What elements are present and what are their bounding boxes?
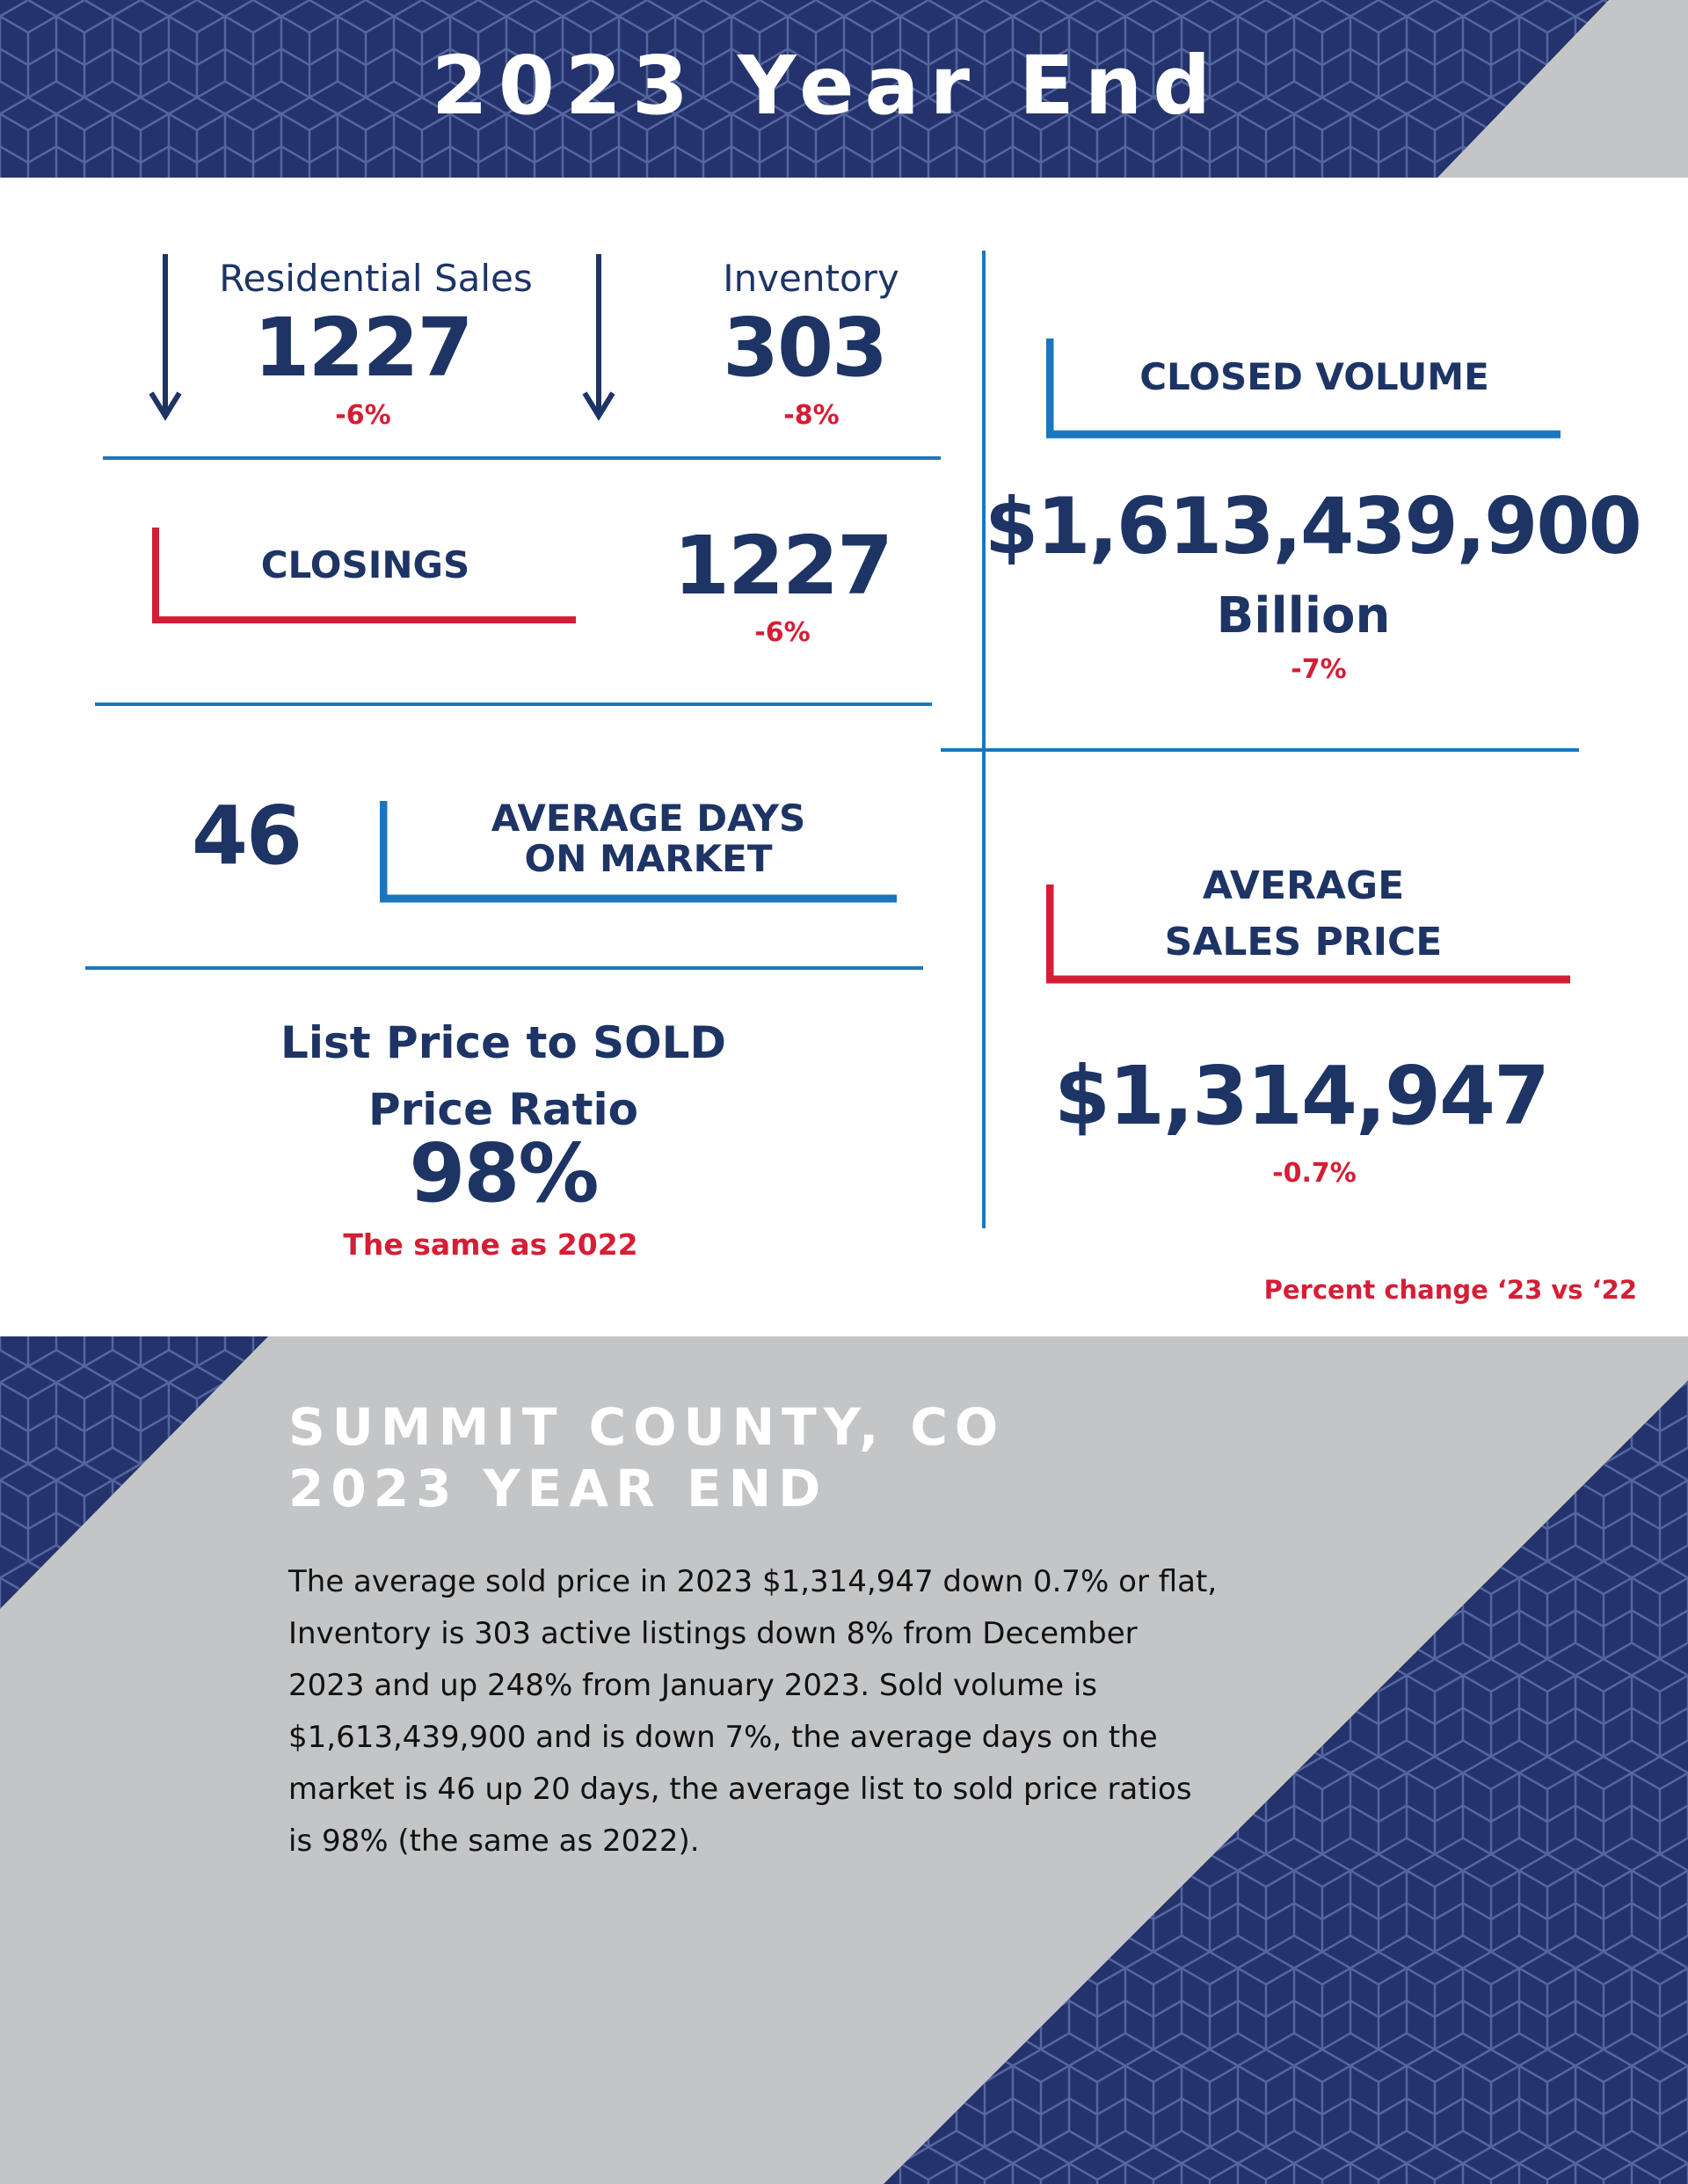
summary-body	[288, 1556, 1273, 1867]
divider	[941, 748, 1579, 752]
list-to-sold-label-line1: List Price to SOLD	[280, 1017, 726, 1068]
closed-volume-change: -7%	[1291, 654, 1347, 685]
divider	[85, 966, 923, 970]
summary-title	[288, 1396, 1005, 1519]
average-sales-price-label-line2: SALES PRICE	[1164, 920, 1443, 965]
summary-title-line2: 2023 YEAR END	[288, 1459, 828, 1518]
list-to-sold-note: The same as 2022	[343, 1227, 638, 1262]
list-to-sold-value: 98%	[409, 1126, 598, 1220]
closings-change: -6%	[754, 617, 811, 648]
inventory-label: Inventory	[723, 257, 899, 300]
divider	[95, 703, 932, 706]
inventory-value: 303	[722, 301, 887, 395]
summary-body-line: is 98% (the same as 2022).	[288, 1824, 700, 1859]
summary-title-line1: SUMMIT COUNTY, CO	[288, 1397, 1006, 1457]
residential-sales-value: 1227	[253, 301, 472, 395]
days-on-market-label-line2: ON MARKET	[524, 837, 773, 881]
average-sales-price-value: $1,314,947	[1053, 1049, 1548, 1143]
percent-change-footnote: Percent change ‘23 vs ‘22	[1263, 1275, 1637, 1305]
closings-label: CLOSINGS	[260, 543, 470, 586]
page-title: 2023 Year End	[431, 39, 1222, 133]
summary-body-line: 2023 and up 248% from January 2023. Sold volume is	[288, 1668, 1097, 1703]
summary-body-line: The average sold price in 2023 $1,314,947 down 0.7% or flat,	[288, 1564, 1218, 1599]
down-arrow-icon	[581, 252, 616, 421]
average-sales-price-label	[1095, 858, 1512, 971]
closings-value: 1227	[673, 519, 892, 613]
days-on-market-label-line1: AVERAGE DAYS	[491, 797, 806, 840]
residential-sales-label: Residential Sales	[219, 257, 533, 300]
closed-volume-label: CLOSED VOLUME	[1139, 355, 1489, 398]
list-to-sold-label	[246, 1009, 760, 1143]
vertical-divider	[982, 251, 986, 1228]
days-on-market-label	[440, 798, 857, 879]
closed-volume-unit: Billion	[1216, 587, 1391, 644]
list-to-sold-label-line2: Price Ratio	[367, 1084, 639, 1135]
days-on-market-value: 46	[191, 789, 302, 883]
closed-volume-value: $1,613,439,900	[985, 481, 1641, 571]
down-arrow-icon	[148, 252, 183, 421]
residential-sales-change: -6%	[335, 400, 391, 431]
summary-body-line: $1,613,439,900 and is down 7%, the average days on the	[288, 1720, 1158, 1755]
summary-body-line: Inventory is 303 active listings down 8% from December	[288, 1616, 1138, 1651]
divider	[103, 456, 941, 460]
inventory-change: -8%	[783, 400, 840, 431]
summary-body-line: market is 46 up 20 days, the average list to sold price ratios	[288, 1772, 1192, 1807]
average-sales-price-change: -0.7%	[1272, 1158, 1357, 1189]
average-sales-price-label-line1: AVERAGE	[1202, 863, 1405, 908]
